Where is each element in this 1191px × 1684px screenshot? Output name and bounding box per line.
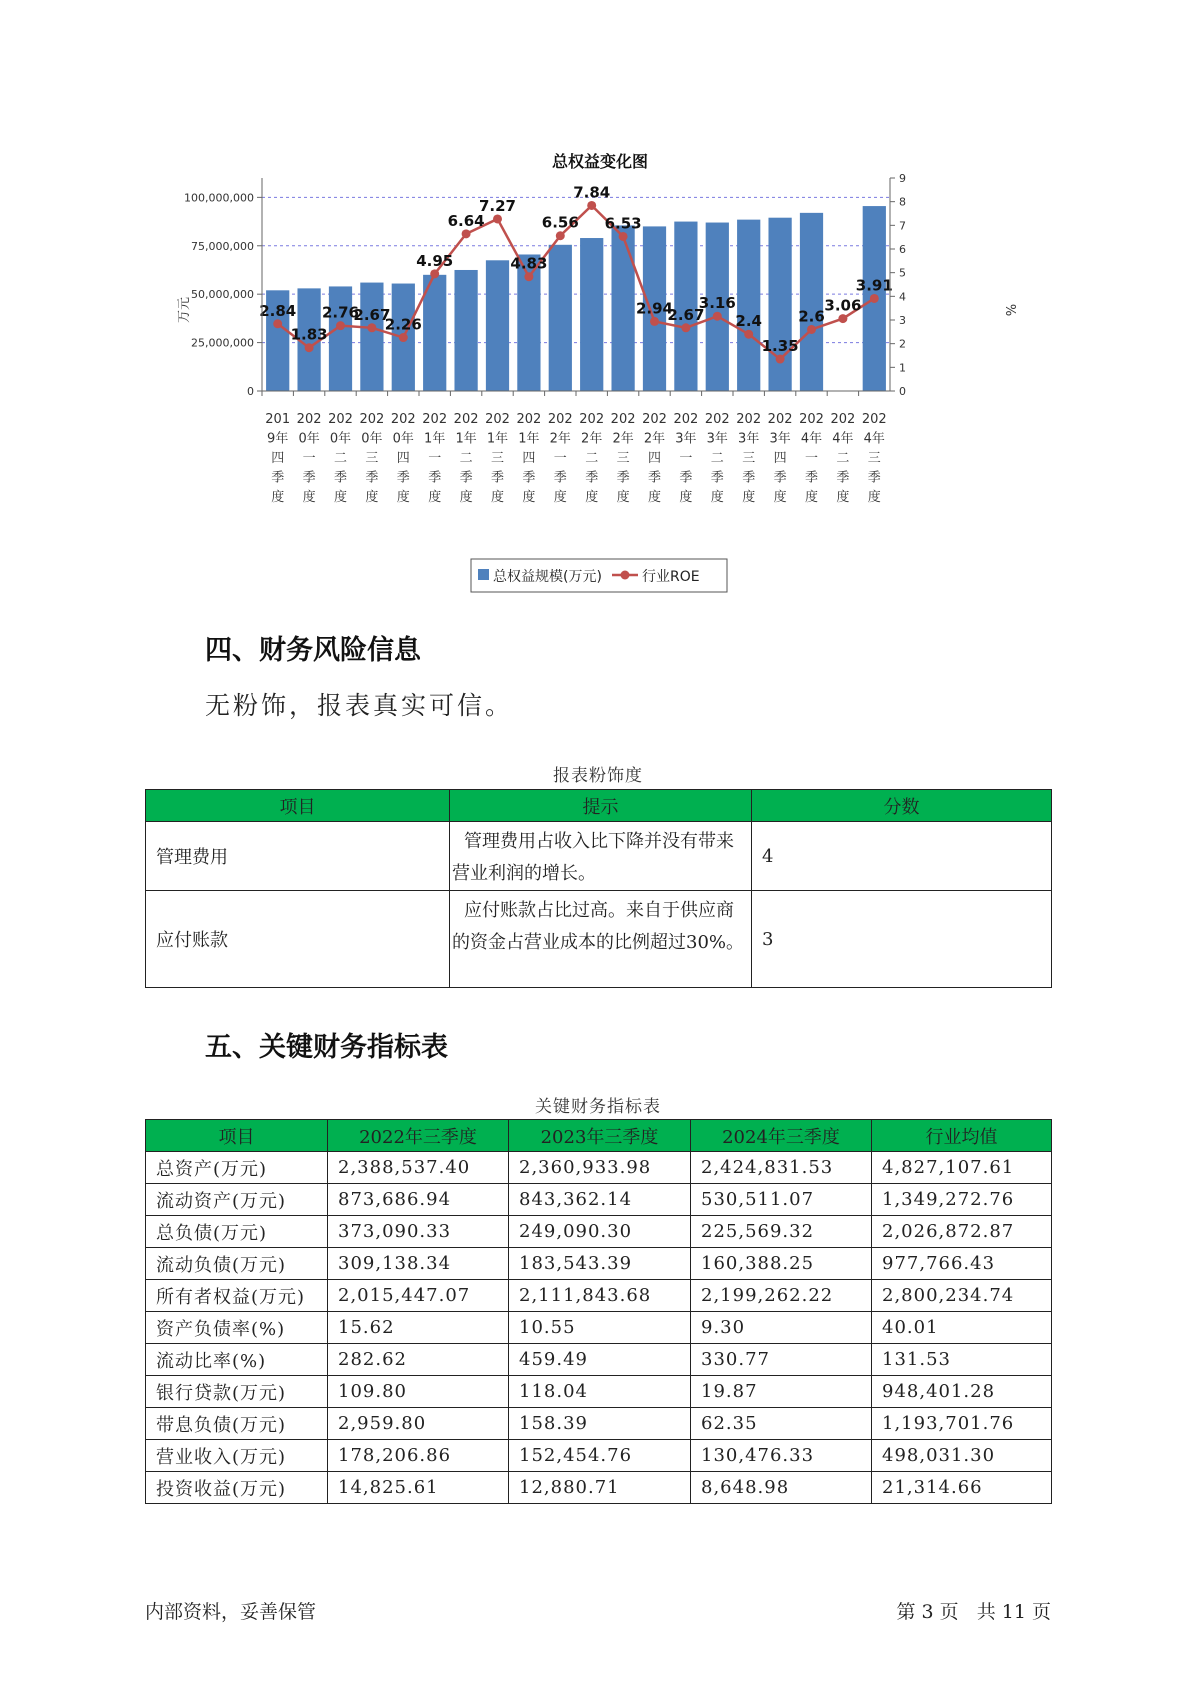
risk-item: 管理费用 [146, 822, 450, 891]
kpi-cell: 19.87 [691, 1376, 872, 1408]
x-tick-label: 202 [704, 412, 730, 427]
table-row [146, 1312, 1052, 1344]
table-row [146, 1216, 1052, 1248]
y-tick-label: 75,000,000 [191, 239, 254, 253]
x-tick-label: 202 [390, 412, 416, 427]
x-tick-label: 202 [485, 412, 510, 427]
roe-point [305, 343, 314, 352]
equity-bar [768, 218, 791, 391]
roe-point [776, 355, 785, 364]
y2-tick-label: 3 [899, 314, 906, 327]
roe-data-label: 6.56 [541, 213, 579, 232]
kpi-cell: 249,090.30 [509, 1216, 691, 1248]
x-tick-label: 202 [547, 412, 573, 427]
roe-point [273, 319, 282, 328]
kpi-cell: 2,424,831.53 [691, 1152, 872, 1184]
x-tick-label: 季 [742, 470, 756, 486]
x-tick-label: 一 [804, 451, 819, 466]
kpi-cell: 152,454.76 [509, 1440, 691, 1472]
roe-data-label: 6.53 [604, 214, 642, 233]
x-tick-label: 202 [359, 412, 385, 427]
x-tick-label: 202 [579, 412, 605, 427]
kpi-cell: 282.62 [328, 1344, 509, 1376]
equity-bar [486, 260, 509, 391]
legend-bar-label: 总权益规模(万元) [493, 569, 602, 585]
kpi-cell: 1,349,272.76 [872, 1184, 1052, 1216]
x-tick-label: 度 [302, 490, 316, 505]
x-tick-label: 0年 [329, 431, 352, 447]
x-tick-label: 4年 [863, 431, 885, 447]
chart-title: 总权益变化图 [551, 152, 649, 171]
y2-tick-label: 7 [899, 219, 906, 233]
kpi-cell: 2,360,933.98 [509, 1152, 691, 1184]
roe-point [587, 201, 596, 210]
roe-point [650, 317, 659, 326]
kpi-cell: 131.53 [872, 1344, 1052, 1376]
roe-point [870, 294, 879, 303]
kpi-col-2023q3: 2023年三季度 [509, 1120, 691, 1152]
x-tick-label: 季 [647, 470, 662, 486]
kpi-cell: 160,388.25 [691, 1248, 872, 1280]
kpi-cell: 21,314.66 [872, 1472, 1052, 1504]
kpi-cell: 977,766.43 [872, 1248, 1052, 1280]
roe-data-label: 1.35 [761, 337, 799, 356]
kpi-cell: 130,476.33 [691, 1440, 872, 1472]
x-tick-label: 4年 [832, 431, 854, 447]
chart-legend [471, 559, 727, 592]
x-tick-label: 季 [459, 470, 473, 486]
x-tick-label: 季 [836, 470, 850, 486]
x-tick-label: 季 [302, 470, 316, 486]
kpi-row-label: 流动比率(%) [146, 1344, 328, 1376]
x-tick-label: 度 [396, 490, 410, 505]
legend-line-marker [621, 571, 630, 580]
roe-point [524, 272, 533, 281]
risk-score: 3 [752, 891, 1052, 988]
kpi-cell: 4,827,107.61 [872, 1152, 1052, 1184]
kpi-col-item: 项目 [146, 1120, 328, 1152]
kpi-cell: 109.80 [328, 1376, 509, 1408]
x-tick-label: 二 [333, 451, 348, 466]
x-tick-label: 0年 [361, 431, 383, 447]
x-tick-label: 四 [271, 451, 285, 466]
roe-point [336, 321, 345, 330]
x-tick-label: 度 [365, 490, 379, 505]
risk-item: 应付账款 [146, 891, 450, 988]
risk-score: 4 [752, 822, 1052, 891]
x-tick-label: 0年 [298, 431, 320, 447]
x-tick-label: 季 [522, 470, 536, 486]
roe-data-label: 3.06 [824, 296, 862, 315]
y2-tick-label: 5 [899, 266, 906, 280]
roe-data-label: 4.83 [510, 254, 548, 273]
roe-data-label: 2.84 [259, 301, 297, 320]
y2-tick-label: 0 [899, 385, 906, 398]
kpi-cell: 9.30 [691, 1312, 872, 1344]
x-tick-label: 度 [867, 490, 881, 505]
x-tick-label: 度 [773, 490, 787, 505]
x-tick-label: 一 [428, 451, 442, 466]
risk-col-score: 分数 [752, 790, 1052, 822]
kpi-table [145, 1119, 1052, 1504]
x-tick-label: 四 [396, 451, 410, 466]
x-tick-label: 度 [616, 490, 630, 505]
kpi-cell: 330.77 [691, 1344, 872, 1376]
x-tick-label: 度 [647, 490, 662, 505]
x-tick-label: 度 [333, 490, 348, 505]
section4-heading: 四、财务风险信息 [205, 635, 421, 666]
kpi-cell: 15.62 [328, 1312, 509, 1344]
x-tick-label: 0年 [392, 431, 414, 447]
x-tick-label: 度 [804, 490, 819, 505]
x-tick-label: 3年 [769, 431, 791, 447]
roe-point [619, 232, 628, 241]
y2-axis-label: % [1002, 303, 1017, 317]
roe-data-label: 2.76 [321, 303, 360, 322]
kpi-table-header [146, 1120, 1052, 1152]
kpi-row-label: 银行贷款(万元) [146, 1376, 328, 1408]
kpi-cell: 373,090.33 [328, 1216, 509, 1248]
x-tick-label: 季 [553, 470, 567, 486]
kpi-row-label: 投资收益(万元) [146, 1472, 328, 1504]
kpi-cell: 459.49 [509, 1344, 691, 1376]
y2-tick-label: 8 [899, 195, 906, 209]
x-tick-label: 202 [516, 412, 542, 427]
roe-point [681, 323, 690, 332]
x-tick-label: 201 [265, 412, 291, 427]
table-row [146, 1248, 1052, 1280]
footer-page-number: 第 3 页 共 11 页 [896, 1601, 1051, 1623]
x-tick-label: 季 [616, 470, 630, 486]
kpi-cell: 10.55 [509, 1312, 691, 1344]
roe-point [462, 229, 471, 238]
x-tick-label: 季 [585, 470, 599, 486]
x-tick-label: 季 [679, 470, 693, 486]
roe-point [399, 333, 408, 342]
kpi-cell: 118.04 [509, 1376, 691, 1408]
roe-point [367, 323, 376, 332]
roe-point [807, 325, 816, 334]
y2-tick-label: 9 [899, 172, 906, 185]
plot-area [262, 178, 890, 391]
x-tick-label: 三 [742, 451, 756, 466]
legend-line-label: 行业ROE [642, 569, 700, 585]
x-tick-label: 202 [736, 412, 762, 427]
roe-point [838, 314, 847, 323]
roe-data-label: 4.95 [416, 251, 454, 270]
kpi-cell: 948,401.28 [872, 1376, 1052, 1408]
x-tick-label: 季 [428, 470, 442, 486]
x-tick-label: 四 [773, 451, 787, 466]
equity-bar [611, 225, 634, 391]
table-row [146, 822, 1052, 891]
kpi-cell: 2,199,262.22 [691, 1280, 872, 1312]
kpi-cell: 2,388,537.40 [328, 1152, 509, 1184]
x-tick-label: 度 [522, 490, 536, 505]
x-tick-label: 202 [610, 412, 636, 427]
y2-tick-label: 4 [899, 290, 906, 304]
roe-data-label: 2.94 [635, 299, 674, 318]
chart-grid [262, 178, 890, 391]
risk-table-caption: 报表粉饰度 [553, 766, 643, 786]
x-tick-label: 9年 [267, 431, 289, 447]
x-tick-label: 度 [836, 490, 850, 505]
x-tick-label: 二 [836, 451, 850, 466]
kpi-col-industry-avg: 行业均值 [872, 1120, 1052, 1152]
roe-point [556, 231, 565, 240]
x-tick-label: 3年 [706, 431, 728, 447]
risk-hint: 应付账款占比过高。来自于供应商的资金占营业成本的比例超过30%。 [450, 891, 752, 988]
kpi-cell: 2,015,447.07 [328, 1280, 509, 1312]
roe-data-label: 3.91 [855, 276, 893, 295]
x-tick-label: 度 [742, 490, 756, 505]
section5-heading: 五、关键财务指标表 [205, 1032, 448, 1063]
kpi-col-2022q3: 2022年三季度 [328, 1120, 509, 1152]
x-tick-label: 四 [647, 451, 662, 466]
y-axis-label: 万元 [177, 296, 192, 324]
y2-tick-label: 1 [899, 361, 906, 375]
roe-point [713, 312, 722, 321]
table-row [146, 1152, 1052, 1184]
kpi-cell: 14,825.61 [328, 1472, 509, 1504]
equity-bar [580, 238, 603, 391]
kpi-cell: 1,193,701.76 [872, 1408, 1052, 1440]
kpi-table-caption: 关键财务指标表 [535, 1097, 661, 1117]
table-row [146, 1376, 1052, 1408]
x-tick-label: 季 [867, 470, 881, 486]
x-tick-label: 度 [459, 490, 473, 505]
roe-point [430, 269, 439, 278]
roe-point [744, 330, 753, 339]
x-tick-label: 2年 [549, 431, 571, 447]
roe-point [493, 214, 502, 223]
x-tick-label: 季 [490, 470, 505, 486]
y2-tick-label: 2 [899, 337, 906, 351]
x-tick-label: 度 [490, 490, 505, 505]
x-tick-label: 三 [867, 451, 881, 466]
kpi-col-2024q3: 2024年三季度 [691, 1120, 872, 1152]
roe-data-label: 2.67 [353, 305, 391, 324]
x-tick-label: 2年 [612, 431, 634, 447]
kpi-row-label: 营业收入(万元) [146, 1440, 328, 1472]
roe-data-label: 2.4 [735, 312, 762, 331]
equity-chart [140, 140, 1040, 600]
roe-data-label: 7.84 [573, 183, 611, 202]
x-tick-label: 季 [804, 470, 819, 486]
risk-table [145, 789, 1052, 988]
x-tick-label: 二 [585, 451, 599, 466]
kpi-table-body [146, 1152, 1052, 1504]
x-tick-label: 度 [271, 490, 285, 505]
x-tick-label: 1年 [486, 431, 509, 447]
y2-tick-label: 6 [899, 243, 906, 256]
equity-bar [549, 245, 572, 391]
x-tick-label: 一 [553, 451, 567, 466]
kpi-cell: 183,543.39 [509, 1248, 691, 1280]
table-row [146, 1472, 1052, 1504]
kpi-cell: 530,511.07 [691, 1184, 872, 1216]
y-tick-label: 100,000,000 [184, 191, 254, 205]
roe-data-label: 6.64 [447, 211, 485, 230]
x-tick-label: 季 [396, 470, 410, 486]
x-tick-label: 季 [365, 470, 379, 486]
table-row [146, 1408, 1052, 1440]
table-row [146, 1280, 1052, 1312]
x-tick-label: 202 [453, 412, 479, 427]
x-tick-label: 1年 [518, 431, 540, 447]
x-tick-label: 1年 [424, 431, 446, 447]
kpi-row-label: 资产负债率(%) [146, 1312, 328, 1344]
x-tick-label: 三 [616, 451, 630, 466]
roe-data-label: 3.16 [698, 294, 736, 313]
roe-data-label: 1.83 [290, 325, 328, 344]
x-tick-label: 3年 [675, 431, 697, 447]
x-tick-label: 202 [799, 412, 824, 427]
kpi-cell: 62.35 [691, 1408, 872, 1440]
x-tick-label: 季 [333, 470, 348, 486]
x-tick-label: 一 [679, 451, 693, 466]
kpi-cell: 843,362.14 [509, 1184, 691, 1216]
table-row [146, 1344, 1052, 1376]
x-tick-label: 度 [585, 490, 599, 505]
kpi-cell: 2,800,234.74 [872, 1280, 1052, 1312]
kpi-cell: 8,648.98 [691, 1472, 872, 1504]
equity-bar [329, 286, 352, 391]
section4-summary: 无粉饰，报表真实可信。 [205, 691, 514, 720]
y-tick-label: 25,000,000 [191, 336, 254, 350]
x-tick-label: 季 [271, 470, 285, 486]
x-tick-label: 度 [679, 490, 693, 505]
x-tick-label: 三 [365, 451, 379, 466]
risk-hint: 管理费用占收入比下降并没有带来营业利润的增长。 [450, 822, 752, 891]
x-tick-label: 3年 [738, 431, 760, 447]
x-tick-label: 1年 [455, 431, 477, 447]
x-tick-label: 四 [522, 451, 536, 466]
roe-data-label: 2.26 [384, 315, 422, 334]
x-tick-label: 季 [710, 470, 724, 486]
equity-bar [737, 220, 760, 391]
x-tick-label: 202 [296, 412, 322, 427]
kpi-cell: 2,111,843.68 [509, 1280, 691, 1312]
kpi-row-label: 总负债(万元) [146, 1216, 328, 1248]
x-tick-label: 202 [830, 412, 856, 427]
kpi-cell: 873,686.94 [328, 1184, 509, 1216]
x-tick-label: 202 [328, 412, 353, 427]
kpi-cell: 40.01 [872, 1312, 1052, 1344]
equity-bar [454, 270, 477, 391]
kpi-row-label: 总资产(万元) [146, 1152, 328, 1184]
equity-bar [360, 283, 383, 391]
kpi-cell: 2,959.80 [328, 1408, 509, 1440]
x-tick-label: 三 [490, 451, 505, 466]
y-tick-label: 50,000,000 [191, 288, 254, 302]
x-tick-label: 度 [428, 490, 442, 505]
footer-confidential: 内部资料，妥善保管 [145, 1601, 317, 1623]
risk-col-item: 项目 [146, 790, 450, 822]
x-tick-label: 2年 [643, 431, 666, 447]
roe-data-label: 7.27 [478, 196, 517, 215]
x-tick-label: 4年 [800, 431, 823, 447]
table-row [146, 891, 1052, 988]
roe-data-label: 2.67 [667, 305, 705, 324]
kpi-cell: 178,206.86 [328, 1440, 509, 1472]
x-tick-label: 二 [459, 451, 473, 466]
legend-bar-swatch [478, 569, 489, 580]
kpi-row-label: 流动资产(万元) [146, 1184, 328, 1216]
kpi-row-label: 带息负债(万元) [146, 1408, 328, 1440]
table-row [146, 1184, 1052, 1216]
kpi-cell: 309,138.34 [328, 1248, 509, 1280]
x-tick-label: 度 [553, 490, 567, 505]
x-tick-label: 202 [642, 412, 667, 427]
x-tick-label: 202 [861, 412, 887, 427]
kpi-cell: 225,569.32 [691, 1216, 872, 1248]
x-tick-label: 202 [673, 412, 699, 427]
x-tick-label: 202 [767, 412, 793, 427]
kpi-cell: 12,880.71 [509, 1472, 691, 1504]
x-tick-label: 季 [773, 470, 787, 486]
equity-bar [800, 213, 823, 391]
x-tick-label: 度 [710, 490, 724, 505]
table-row [146, 1440, 1052, 1472]
kpi-row-label: 流动负债(万元) [146, 1248, 328, 1280]
x-tick-label: 一 [302, 451, 316, 466]
y-tick-label: 0 [247, 385, 254, 398]
kpi-cell: 2,026,872.87 [872, 1216, 1052, 1248]
roe-data-label: 2.6 [798, 307, 825, 326]
kpi-row-label: 所有者权益(万元) [146, 1280, 328, 1312]
risk-table-header [146, 790, 1052, 822]
x-tick-label: 二 [710, 451, 724, 466]
risk-col-hint: 提示 [450, 790, 752, 822]
kpi-cell: 158.39 [509, 1408, 691, 1440]
kpi-cell: 498,031.30 [872, 1440, 1052, 1472]
x-tick-label: 202 [422, 412, 448, 427]
x-tick-label: 2年 [581, 431, 603, 447]
